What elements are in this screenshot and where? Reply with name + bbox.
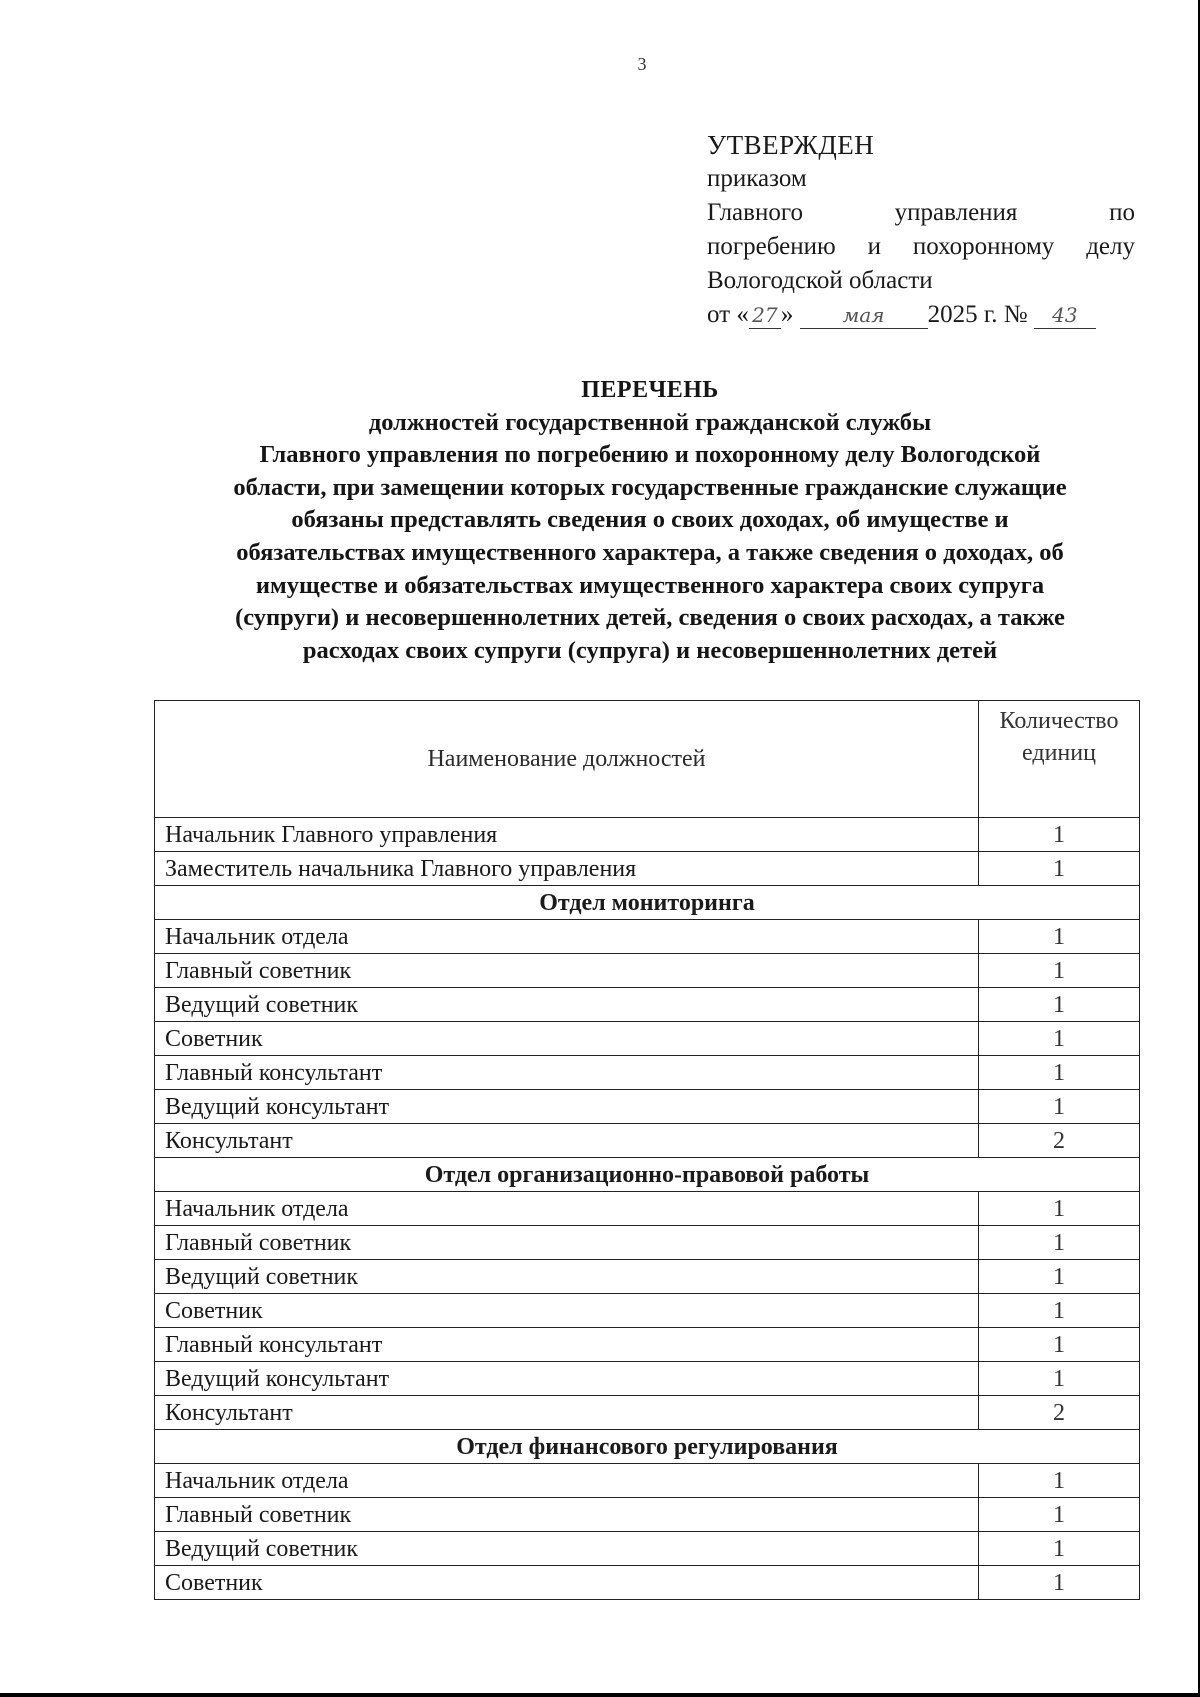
unit-count: 1 <box>979 988 1140 1022</box>
header-position-name: Наименование должностей <box>155 701 979 818</box>
approval-line-3: погребению и похоронному делу <box>707 233 1135 260</box>
approval-line-2: Главного управления по <box>707 199 1135 226</box>
unit-count: 1 <box>979 954 1140 988</box>
date-year: 2025 г. № <box>927 301 1028 328</box>
position-name: Начальник отдела <box>155 920 979 954</box>
date-day-handwritten: 27 <box>749 302 781 329</box>
table-row <box>155 1294 1140 1328</box>
table-row <box>155 1226 1140 1260</box>
table-row <box>155 1362 1140 1396</box>
section-row-finance <box>155 1430 1140 1464</box>
table-row <box>155 954 1140 988</box>
section-title: Отдел организационно-правовой работы <box>155 1158 1140 1192</box>
table-row <box>155 1192 1140 1226</box>
table-row <box>155 1124 1140 1158</box>
position-name: Начальник отдела <box>155 1464 979 1498</box>
unit-count: 1 <box>979 1328 1140 1362</box>
document-heading <box>150 374 1150 667</box>
table-row <box>155 1464 1140 1498</box>
unit-count: 1 <box>979 1362 1140 1396</box>
unit-count: 2 <box>979 1396 1140 1430</box>
heading-line-3: области, при замещении которых государственные гражданские служащие <box>233 473 1067 501</box>
heading-line-8: расходах своих супруги (супруга) и несовершеннолетних детей <box>302 636 998 664</box>
approval-date-line <box>707 298 1135 332</box>
unit-count: 1 <box>979 1498 1140 1532</box>
table-row <box>155 1056 1140 1090</box>
position-name: Главный консультант <box>155 1056 979 1090</box>
position-name: Главный советник <box>155 1498 979 1532</box>
heading-line-7: (супруги) и несовершеннолетних детей, сведения о своих расходах, а также <box>235 604 1065 632</box>
unit-count: 1 <box>979 920 1140 954</box>
table-row <box>155 920 1140 954</box>
approval-line-1: приказом <box>707 165 807 192</box>
unit-count: 1 <box>979 818 1140 852</box>
position-name: Ведущий советник <box>155 1260 979 1294</box>
section-title: Отдел финансового регулирования <box>155 1430 1140 1464</box>
section-title: Отдел мониторинга <box>155 886 1140 920</box>
table-row <box>155 1396 1140 1430</box>
date-separator: » <box>780 301 794 328</box>
position-name: Главный советник <box>155 1226 979 1260</box>
position-name: Ведущий советник <box>155 988 979 1022</box>
position-name: Начальник Главного управления <box>155 818 979 852</box>
position-name: Ведущий советник <box>155 1532 979 1566</box>
section-row-monitoring <box>155 886 1140 920</box>
date-prefix: от « <box>707 301 749 328</box>
page-number: 3 <box>637 54 647 74</box>
table-row <box>155 852 1140 886</box>
table-row <box>155 818 1140 852</box>
unit-count: 1 <box>979 1226 1140 1260</box>
position-name: Начальник отдела <box>155 1192 979 1226</box>
header-unit-count: Количество единиц <box>979 701 1140 818</box>
unit-count: 1 <box>979 1056 1140 1090</box>
position-name: Заместитель начальника Главного управления <box>155 852 979 886</box>
table-row <box>155 1498 1140 1532</box>
table-row <box>155 1022 1140 1056</box>
section-row-legal <box>155 1158 1140 1192</box>
unit-count: 1 <box>979 1260 1140 1294</box>
approval-title: УТВЕРЖДЕН <box>707 130 875 160</box>
heading-line-6: имуществе и обязательствах имущественного характера своих супруга <box>255 571 1045 599</box>
position-name: Консультант <box>155 1124 979 1158</box>
unit-count: 1 <box>979 1192 1140 1226</box>
unit-count: 2 <box>979 1124 1140 1158</box>
heading-title: ПЕРЕЧЕНЬ <box>581 377 719 403</box>
approval-block <box>707 128 1135 332</box>
order-number-handwritten: 43 <box>1034 302 1096 329</box>
position-name: Советник <box>155 1022 979 1056</box>
unit-count: 1 <box>979 1090 1140 1124</box>
position-name: Главный консультант <box>155 1328 979 1362</box>
position-name: Консультант <box>155 1396 979 1430</box>
heading-line-4: обязаны представлять сведения о своих доходах, об имуществе и <box>291 506 1009 534</box>
unit-count: 1 <box>979 1294 1140 1328</box>
position-name: Главный советник <box>155 954 979 988</box>
scan-border-bottom <box>0 1693 1200 1697</box>
table-row <box>155 1566 1140 1600</box>
table-header-row <box>155 701 1140 818</box>
unit-count: 1 <box>979 1566 1140 1600</box>
heading-line-2: Главного управления по погребению и похоронному делу Вологодской <box>259 441 1041 469</box>
approval-line-4: Вологодской области <box>707 267 933 294</box>
unit-count: 1 <box>979 852 1140 886</box>
table-row <box>155 988 1140 1022</box>
date-month-handwritten: мая <box>800 302 928 329</box>
table-row <box>155 1260 1140 1294</box>
unit-count: 1 <box>979 1022 1140 1056</box>
position-name: Ведущий консультант <box>155 1090 979 1124</box>
position-name: Ведущий консультант <box>155 1362 979 1396</box>
table-row <box>155 1090 1140 1124</box>
heading-line-5: обязательствах имущественного характера, а также сведения о доходах, об <box>236 538 1064 566</box>
unit-count: 1 <box>979 1464 1140 1498</box>
heading-line-1: должностей государственной гражданской службы <box>368 408 932 436</box>
positions-table <box>154 700 1140 1600</box>
unit-count: 1 <box>979 1532 1140 1566</box>
position-name: Советник <box>155 1294 979 1328</box>
table-row <box>155 1328 1140 1362</box>
position-name: Советник <box>155 1566 979 1600</box>
table-row <box>155 1532 1140 1566</box>
